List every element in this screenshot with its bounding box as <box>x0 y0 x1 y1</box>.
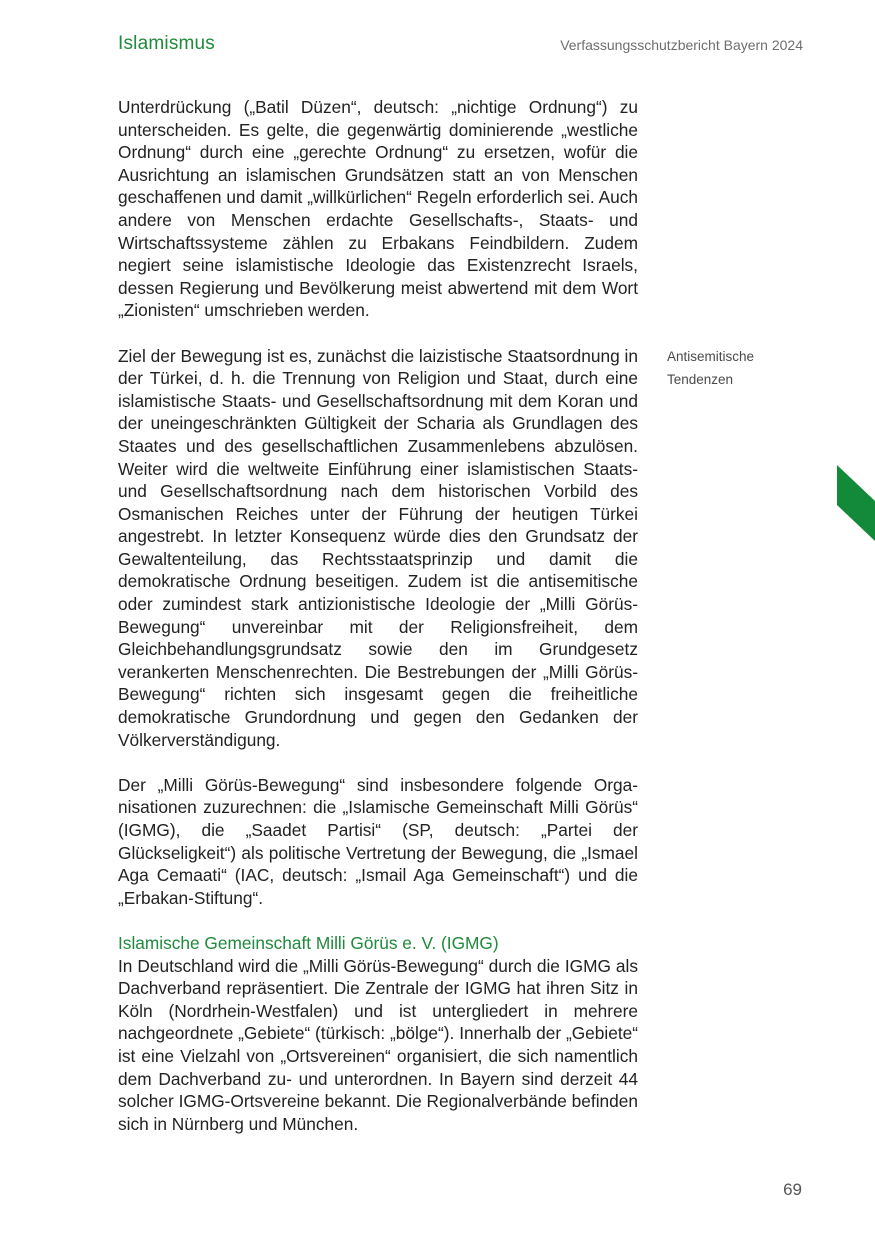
margin-note <box>667 345 787 391</box>
margin-note-line: Antisemitische <box>667 349 755 364</box>
paragraph: Ziel der Bewegung ist es, zunächst die laizistische Staatsordnung in der Türkei, d. h. die Trennung von Religion und Staat, durch eine islamistische Staats- und Gesellschaftsordnung mit dem Koran und der uneingeschränkten Gültigkeit der Scharia als Grundlagen des Staates und des gesellschaftlichen Zusammenlebens abzulösen. Weiter wird die weltweite Einführung einer islamistischen Staats- und Gesellschaftsordnung nach dem historischen Vorbild des Osmanischen Reiches unter der Führung der heutigen Türkei angestrebt. In letzter Konsequenz würde dies den Grundsatz der Gewaltenteilung, das Rechtsstaatsprinzip und damit die demokratische Ordnung beseitigen. Zudem ist die antisemitische oder zumindest stark antizionistische Ideologie der „Milli Görüs-Bewegung“ unvereinbar mit der Religionsfreiheit, dem Gleichbehandlungsgrundsatz sowie den im Grundgesetz verankerten Menschenrechten. Die Bestrebungen der „Milli Görüs-Bewegung“ richten sich insgesamt gegen die freiheitliche demokratische Grundordnung und gegen den Gedanken der Völkerverständigung. <box>118 345 638 750</box>
subheading: Islamische Gemeinschaft Milli Görüs e. V. (IGMG) <box>118 932 499 953</box>
chapter-tab-marker <box>837 465 875 541</box>
paragraph: Unterdrückung („Batil Düzen“, deutsch: „nichtige Ordnung“) zu unterscheiden. Es gelte, die gegenwärtig dominierende „westliche Ordnung“ durch eine „gerechte Ordnung“ zu ersetzen, wofür die Ausrichtung an islamischen Grundsätzen statt an von Menschen geschaffenen und damit „willkürlichen“ Regeln erforderlich sei. Auch andere von Menschen erdachte Gesellschafts-, Staats- und Wirtschaftssysteme zählen zu Erbakans Feindbildern. Zudem negiert seine islamistische Ideologie das Existenzrecht Israels, dessen Regierung und Bevölkerung meist abwertend mit dem Wort „Zionisten“ umschrieben werden. <box>118 97 638 321</box>
main-text <box>118 96 638 1158</box>
page-number: 69 <box>783 1180 802 1199</box>
paragraph: Der „Milli Görüs-Bewegung“ sind insbesondere folgende Organisationen zuzurechnen: die „Islamische Gemeinschaft Milli Görüs“ (IGMG), die „Saadet Partisi“ (SP, deutsch: „Partei der Glückseligkeit“) als politische Vertretung der Bewegung, die „Ismael Aga Cemaati“ (IAC, deutsch: „Ismail Aga Gemeinschaft“) und die „Erbakan-Stiftung“. <box>118 774 638 908</box>
paragraph: In Deutschland wird die „Milli Görüs-Bewegung“ durch die IGMG als Dachverband repräsentiert. Die Zentrale der IGMG hat ihren Sitz in Köln (Nordrhein-Westfalen) und ist untergliedert in mehrere nachgeordnete „Gebiete“ (türkisch: „bölge“). Innerhalb der „Gebiete“ ist eine Vielzahl von „Ortsvereinen“ organisiert, die sich namentlich dem Dachverband zu- und unterordnen. In Bayern sind derzeit 44 solcher IGMG-Ortsvereine bekannt. Die Regionalverbände befinden sich in Nürnberg und München. <box>118 955 638 1134</box>
section-title: Islamismus <box>118 33 216 54</box>
margin-note-line: Tendenzen <box>667 372 734 387</box>
publication-title: Verfassungsschutzbericht Bayern 2024 <box>560 37 803 53</box>
